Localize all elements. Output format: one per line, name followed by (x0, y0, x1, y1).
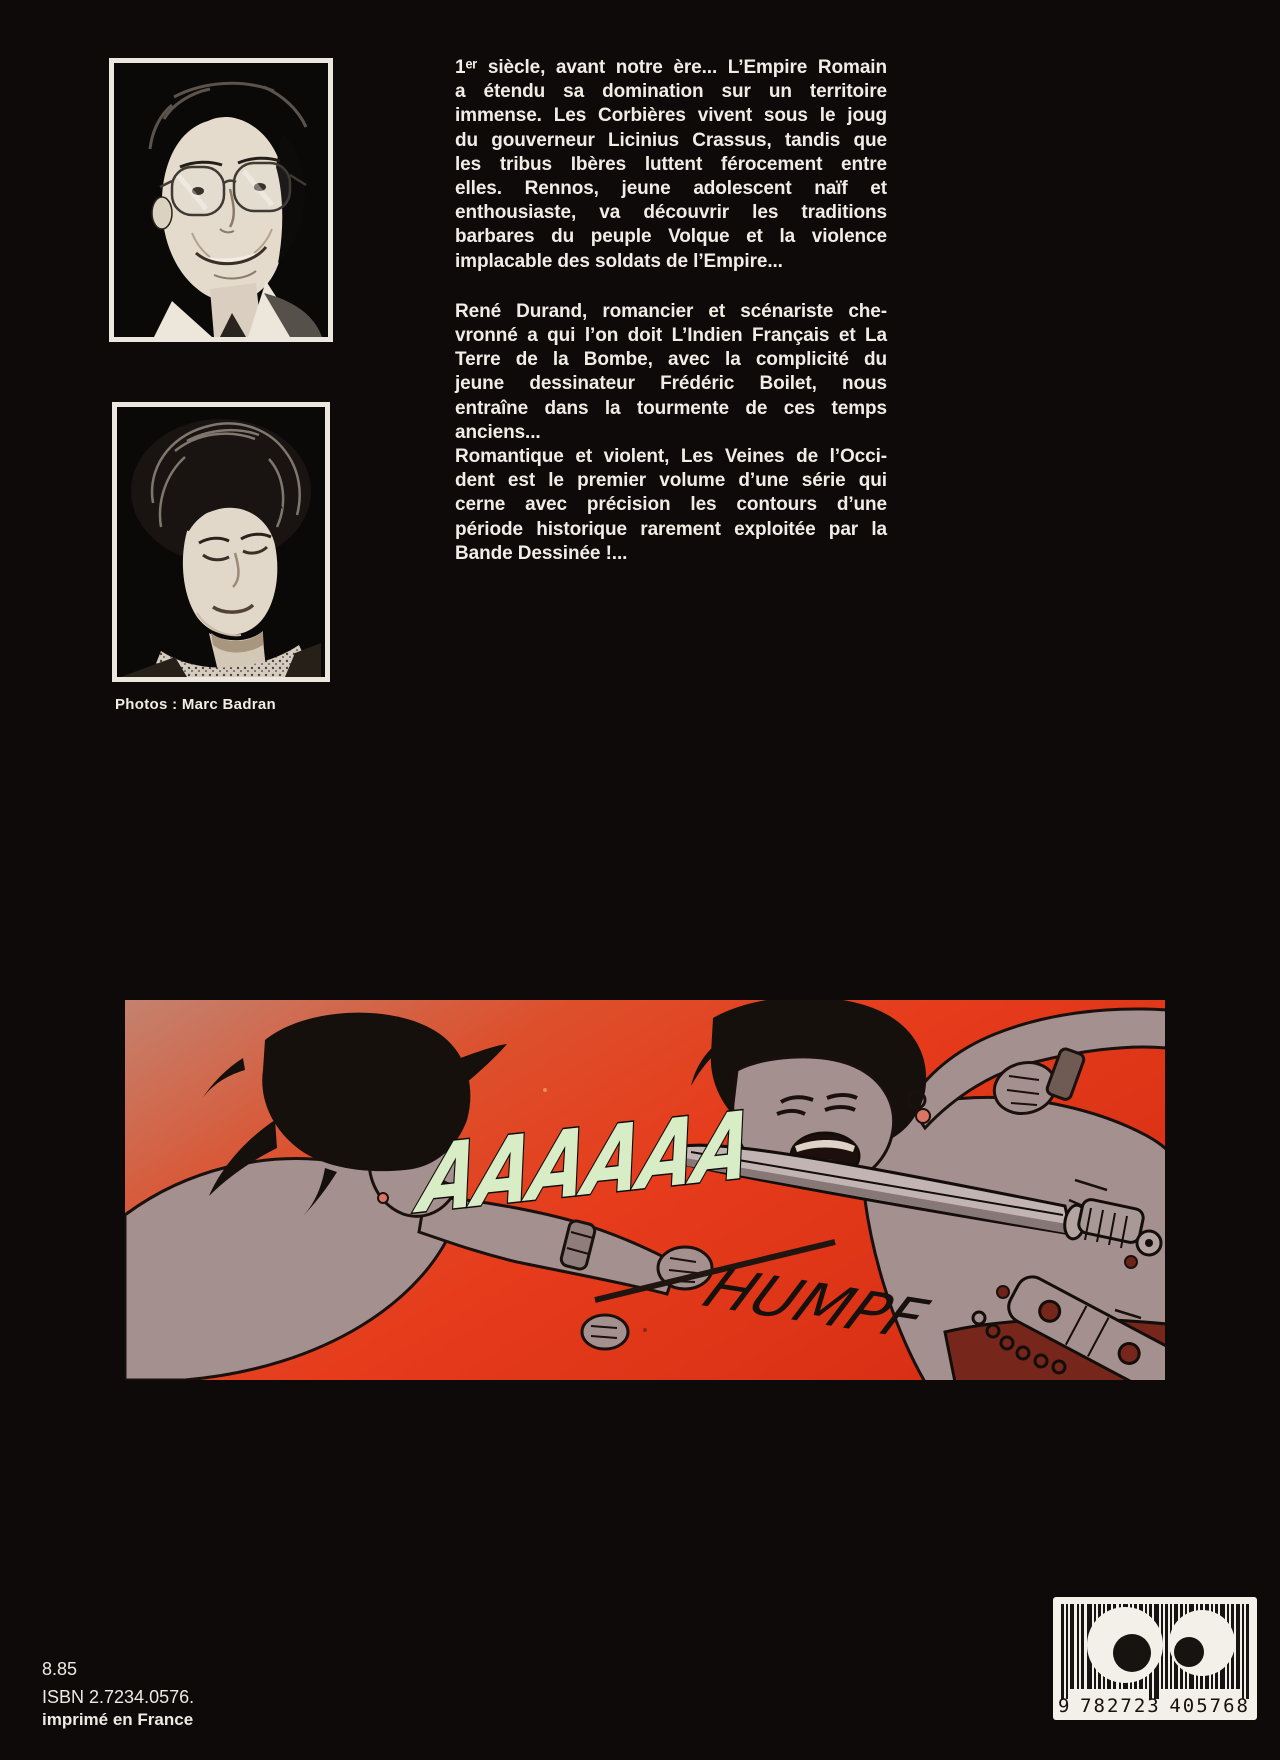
synopsis-paragraph-1 (455, 56, 887, 274)
synopsis-line: Terre de la Bombe, avec la complicité du (455, 349, 887, 371)
photos-credit-caption: Photos : Marc Badran (115, 696, 277, 713)
synopsis-line: du gouverneur Licinius Crassus, tandis que (455, 129, 887, 151)
synopsis-line: Romantique et violent, Les Veines de l’Occi- (455, 446, 887, 468)
barcode-box (1053, 1597, 1257, 1720)
synopsis-paragraph-2 (455, 300, 887, 445)
barcode-digits (1058, 1695, 1250, 1717)
synopsis-line: jeune dessinateur Frédéric Boilet, nous (455, 373, 887, 395)
synopsis-line: entraîne dans la tourmente de ces temps (455, 397, 887, 419)
comic-panel-illustration (125, 1000, 1165, 1380)
printed-in-france: imprimé en France (42, 1710, 194, 1729)
synopsis-line: enthousiaste, va découvrir les traditions (455, 202, 887, 224)
synopsis-line: période historique rarement exploitée par la (455, 518, 887, 540)
portrait-man-with-glasses (114, 63, 328, 337)
isbn-number: ISBN 2.7234.0576. (42, 1687, 195, 1707)
humpf-text: HUMPF (693, 1256, 920, 1349)
fight-scene-artwork (125, 1000, 1165, 1380)
price-code: 8.85 (42, 1659, 78, 1679)
synopsis-line: dent est le premier volume d’une série qui (455, 470, 887, 492)
synopsis-line: cerne avec précision les contours d’une (455, 494, 887, 516)
synopsis-line: les tribus Ibères luttent férocement entre (455, 153, 887, 175)
synopsis-line: Bande Dessinée !... (455, 542, 628, 564)
synopsis-line: elles. Rennos, jeune adolescent naïf et (455, 178, 887, 200)
synopsis-line: immense. Les Corbières vivent sous le joug (455, 105, 887, 127)
scream-text: AAAAAA (412, 1081, 858, 1236)
synopsis-line: anciens... (455, 421, 541, 443)
synopsis-text (455, 56, 887, 566)
synopsis-line: a étendu sa domination sur un territoire (455, 81, 887, 103)
portrait-young-man (117, 407, 325, 677)
synopsis-line: 1ᵉʳ siècle, avant notre ère... L’Empire Romain (455, 57, 887, 78)
imprint-block (42, 1659, 194, 1730)
barcode-digit-group: 782723 (1080, 1695, 1161, 1717)
photo-author-portrait-1 (109, 58, 333, 342)
synopsis-paragraph-3 (455, 445, 887, 566)
synopsis-line: René Durand, romancier et scénariste che- (455, 300, 887, 322)
barcode-digit-group: 405768 (1169, 1695, 1250, 1717)
synopsis-line: vronné a qui l’on doit L’Indien Français et La (455, 325, 887, 347)
barcode-digit-group: 9 (1058, 1695, 1072, 1717)
synopsis-line: implacable des soldats de l’Empire... (455, 250, 783, 272)
synopsis-line: barbares du peuple Volque et la violence (455, 226, 887, 248)
photo-author-portrait-2 (112, 402, 330, 682)
